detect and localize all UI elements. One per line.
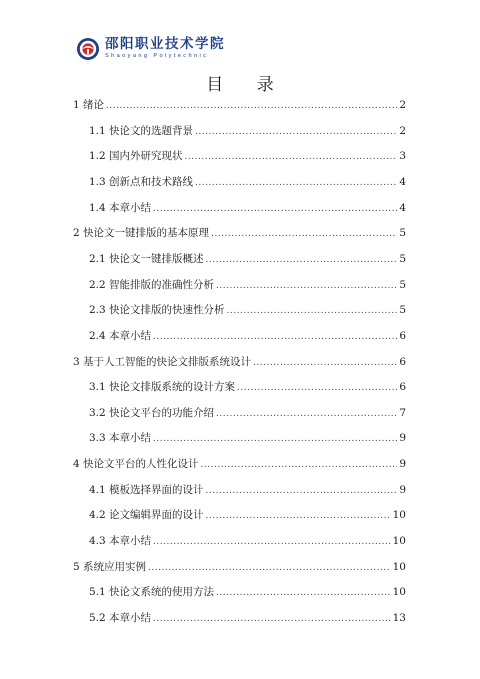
institution-name: 邵阳职业技术学院 bbox=[105, 36, 225, 53]
toc-chapter-entry[interactable] bbox=[73, 457, 406, 471]
toc-subsection-entry[interactable] bbox=[89, 483, 406, 497]
toc-dot-leader bbox=[195, 125, 397, 139]
toc-subsection-entry[interactable] bbox=[89, 534, 406, 548]
toc-entry-label: 2.3 快论文排版的快速性分析 bbox=[89, 304, 225, 317]
toc-entry-label: 2.2 智能排版的准确性分析 bbox=[89, 278, 215, 291]
toc-entry-label: 2.1 快论文一键排版概述 bbox=[89, 252, 204, 265]
toc-subsection-entry[interactable] bbox=[89, 149, 406, 163]
toc-entry-label: 4 快论文平台的人性化设计 bbox=[73, 458, 199, 471]
toc-subsection-entry[interactable] bbox=[89, 611, 406, 625]
toc-page-number: 10 bbox=[392, 586, 406, 599]
toc-page-number: 6 bbox=[399, 381, 406, 394]
toc-dot-leader bbox=[216, 279, 397, 293]
toc-subsection-entry[interactable] bbox=[89, 252, 406, 266]
toc-page-number: 2 bbox=[399, 124, 406, 137]
toc-dot-leader bbox=[153, 202, 397, 216]
toc-entry-label: 3.2 快论文平台的功能介绍 bbox=[89, 406, 215, 419]
toc-dot-leader bbox=[211, 227, 397, 241]
toc-page-number: 4 bbox=[399, 175, 406, 188]
toc-dot-leader bbox=[253, 356, 397, 370]
toc-subsection-entry[interactable] bbox=[89, 380, 406, 394]
toc-page-number: 5 bbox=[399, 252, 406, 265]
toc-subsection-entry[interactable] bbox=[89, 124, 406, 138]
toc-page-number: 10 bbox=[392, 509, 406, 522]
toc-subsection-entry[interactable] bbox=[89, 406, 406, 420]
toc-page-number: 6 bbox=[399, 355, 406, 368]
toc-subsection-entry[interactable] bbox=[89, 329, 406, 343]
toc-dot-leader bbox=[153, 330, 397, 344]
toc-dot-leader bbox=[153, 535, 391, 549]
toc-entry-label: 1.2 国内外研究现状 bbox=[89, 150, 183, 163]
toc-subsection-entry[interactable] bbox=[89, 585, 406, 599]
toc-subsection-entry[interactable] bbox=[89, 303, 406, 317]
toc-dot-leader bbox=[153, 432, 397, 446]
toc-chapter-entry[interactable] bbox=[73, 355, 406, 369]
toc-entry-label: 5.1 快论文系统的使用方法 bbox=[89, 586, 215, 599]
toc-entry-label: 2.4 本章小结 bbox=[89, 329, 152, 342]
toc-entry-label: 1 绪论 bbox=[73, 99, 105, 111]
toc-page-number: 9 bbox=[399, 458, 406, 471]
toc-entry-label: 3.1 快论文排版系统的设计方案 bbox=[89, 381, 236, 394]
toc-entry-label: 1.1 快论文的选题背景 bbox=[89, 124, 194, 137]
toc-dot-leader bbox=[206, 484, 398, 498]
toc-page-number: 9 bbox=[399, 432, 406, 445]
toc-chapter-entry[interactable] bbox=[73, 560, 406, 574]
toc-page-number: 3 bbox=[399, 150, 406, 163]
toc-entry-label: 3 基于人工智能的快论文排版系统设计 bbox=[73, 355, 252, 368]
toc-dot-leader bbox=[206, 253, 398, 267]
toc-dot-leader bbox=[153, 612, 391, 626]
institution-name-en: Shaoyang Polytechnic bbox=[105, 52, 209, 59]
toc-entry-label: 4.1 模板选择界面的设计 bbox=[89, 483, 204, 496]
toc-dot-leader bbox=[195, 176, 397, 190]
toc-page-number: 6 bbox=[399, 329, 406, 342]
toc-page-number: 2 bbox=[399, 99, 406, 111]
toc-entry-label: 5 系统应用实例 bbox=[73, 560, 147, 573]
toc-page-number: 7 bbox=[399, 406, 406, 419]
toc-subsection-entry[interactable] bbox=[89, 175, 406, 189]
toc-dot-leader bbox=[216, 586, 391, 600]
toc-dot-leader bbox=[148, 561, 391, 575]
toc-subsection-entry[interactable] bbox=[89, 278, 406, 292]
toc-entry-label: 1.3 创新点和技术路线 bbox=[89, 175, 194, 188]
toc-page-number: 5 bbox=[399, 304, 406, 317]
toc-page-number: 9 bbox=[399, 483, 406, 496]
toc-dot-leader bbox=[206, 509, 391, 523]
toc-dot-leader bbox=[185, 150, 398, 164]
toc-entry-label: 1.4 本章小结 bbox=[89, 201, 152, 214]
toc-dot-leader bbox=[106, 99, 397, 113]
toc-page-number: 10 bbox=[392, 560, 406, 573]
toc-entry-label: 2 快论文一键排版的基本原理 bbox=[73, 227, 210, 240]
toc-dot-leader bbox=[227, 304, 398, 318]
toc-chapter-entry[interactable] bbox=[73, 98, 406, 112]
toc-dot-leader bbox=[237, 381, 397, 395]
toc-entry-label: 3.3 本章小结 bbox=[89, 432, 152, 445]
toc-subsection-entry[interactable] bbox=[89, 201, 406, 215]
toc-subsection-entry[interactable] bbox=[89, 431, 406, 445]
toc-page-number: 13 bbox=[392, 612, 406, 624]
toc-dot-leader bbox=[201, 458, 398, 472]
toc-chapter-entry[interactable] bbox=[73, 226, 406, 240]
toc-page-number: 4 bbox=[399, 201, 406, 214]
toc-subsection-entry[interactable] bbox=[89, 508, 406, 522]
toc-page-number: 5 bbox=[399, 278, 406, 291]
document-title: 目 录 bbox=[206, 75, 288, 95]
toc-page-number: 10 bbox=[392, 535, 406, 548]
toc-page-number: 5 bbox=[399, 227, 406, 240]
toc-entry-label: 4.3 本章小结 bbox=[89, 535, 152, 548]
toc-entry-label: 4.2 论文编辑界面的设计 bbox=[89, 509, 204, 522]
toc-entry-label: 5.2 本章小结 bbox=[89, 612, 152, 624]
toc-dot-leader bbox=[216, 407, 397, 421]
